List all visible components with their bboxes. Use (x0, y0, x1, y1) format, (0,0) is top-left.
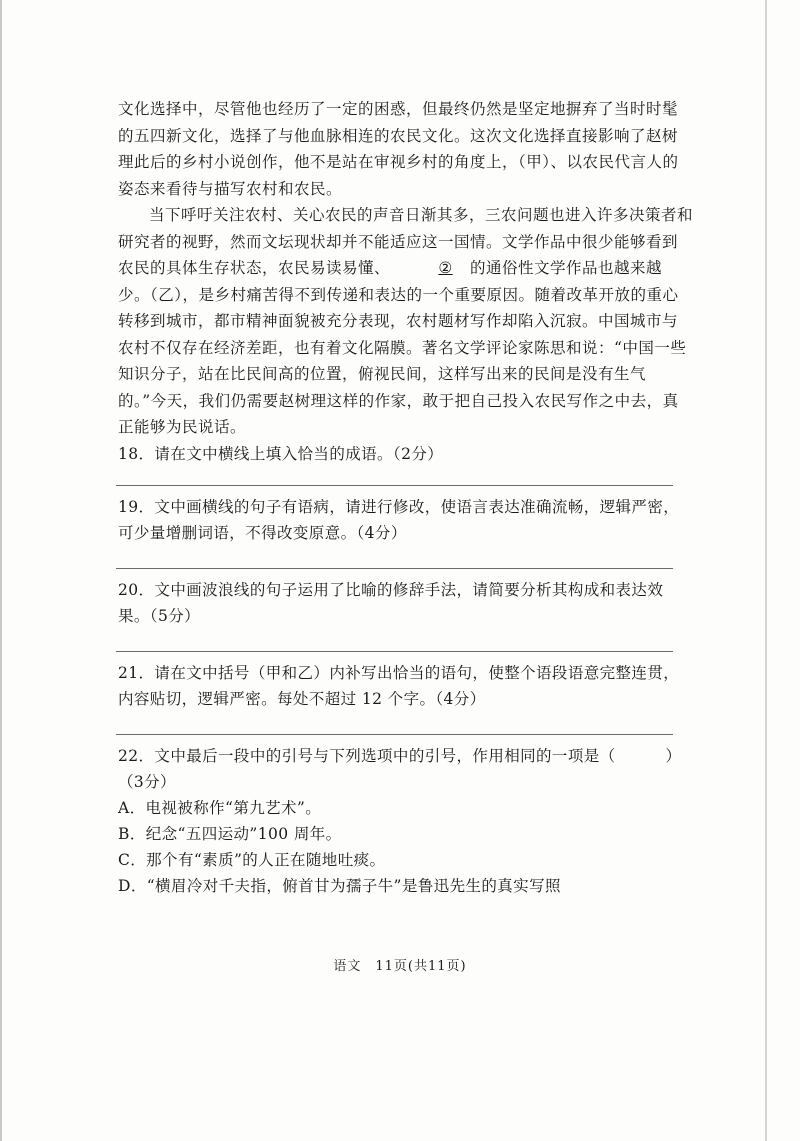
blank-2: ② (438, 259, 453, 277)
option-a: A．电视被称作“第九艺术”。 (118, 798, 322, 817)
option-c: C．那个有“素质”的人正在随地吐痰。 (118, 850, 386, 869)
passage-paragraph-2-a: 当下呼吁关注农村、关心农民的声音日渐其多，三农问题也进入许多决策者和研究者的视野，然而文坛现状却并不能适应这一国情。文学作品中很少能够看到农民的具体生存状态，农民易读易懂、 (118, 206, 694, 277)
answer-line-18 (116, 485, 673, 486)
question-22-score: （3分） (118, 772, 176, 791)
answer-line-19 (116, 568, 673, 569)
question-20: 20．文中画波浪线的句子运用了比喻的修辞手法，请简要分析其构成和表达效果。（5分） (118, 580, 664, 625)
answer-line-21 (116, 734, 673, 735)
option-d: D．“横眉冷对千夫指，俯首甘为孺子牛”是鲁迅先生的真实写照 (118, 876, 561, 895)
passage-paragraph-2 (118, 202, 693, 441)
answer-line-20 (116, 651, 673, 652)
question-22-stem: 22．文中最后一段中的引号与下列选项中的引号，作用相同的一项是（ (118, 746, 616, 765)
page-footer: 语文 11页(共11页) (333, 959, 467, 974)
passage-paragraph-2-b: 的通俗性文学作品也越来越少。（乙），是乡村痛苦得不到传递和表达的一个重要原因。随着改革开放的重心转移到城市，都市精神面貌被充分表现，农村题材写作却陷入沉寂。中国城市与农村不仅存在经济差距，也有着文化隔膜。著名文学评论家陈思和说：“中国一些知识分子，站在比民间高的位置，俯视民间，这样写出来的民间是没有生气的。”今天，我们仍需要赵树理这样的作家，敢于把自己投入农民写作之中去，真正能够为民说话。 (118, 259, 687, 436)
passage-paragraph-1: 文化选择中，尽管他也经历了一定的困惑，但最终仍然是坚定地摒弃了当时时髦的五四新文化，选择了与他血脉相连的农民文化。这次文化选择直接影响了赵树理此后的乡村小说创作，他不是站在审视乡村的角度上，（甲）、以农民代言人的姿态来看待与描写农村和农民。 (118, 100, 679, 198)
question-21: 21．请在文中括号（甲和乙）内补写出恰当的语句，使整个语段语意完整连贯，内容贴切，逻辑严密。每处不超过 12 个字。（4分） (118, 663, 680, 708)
option-b: B．纪念“五四运动”100 周年。 (118, 824, 342, 843)
question-18: 18．请在文中横线上填入恰当的成语。（2分） (118, 444, 444, 463)
page-content (118, 96, 693, 899)
question-22-close: ） (665, 746, 682, 765)
question-19: 19．文中画横线的句子有语病，请进行修改，使语言表达准确流畅，逻辑严密，可少量增删词语，不得改变原意。（4分） (118, 497, 680, 542)
question-22 (118, 743, 693, 769)
